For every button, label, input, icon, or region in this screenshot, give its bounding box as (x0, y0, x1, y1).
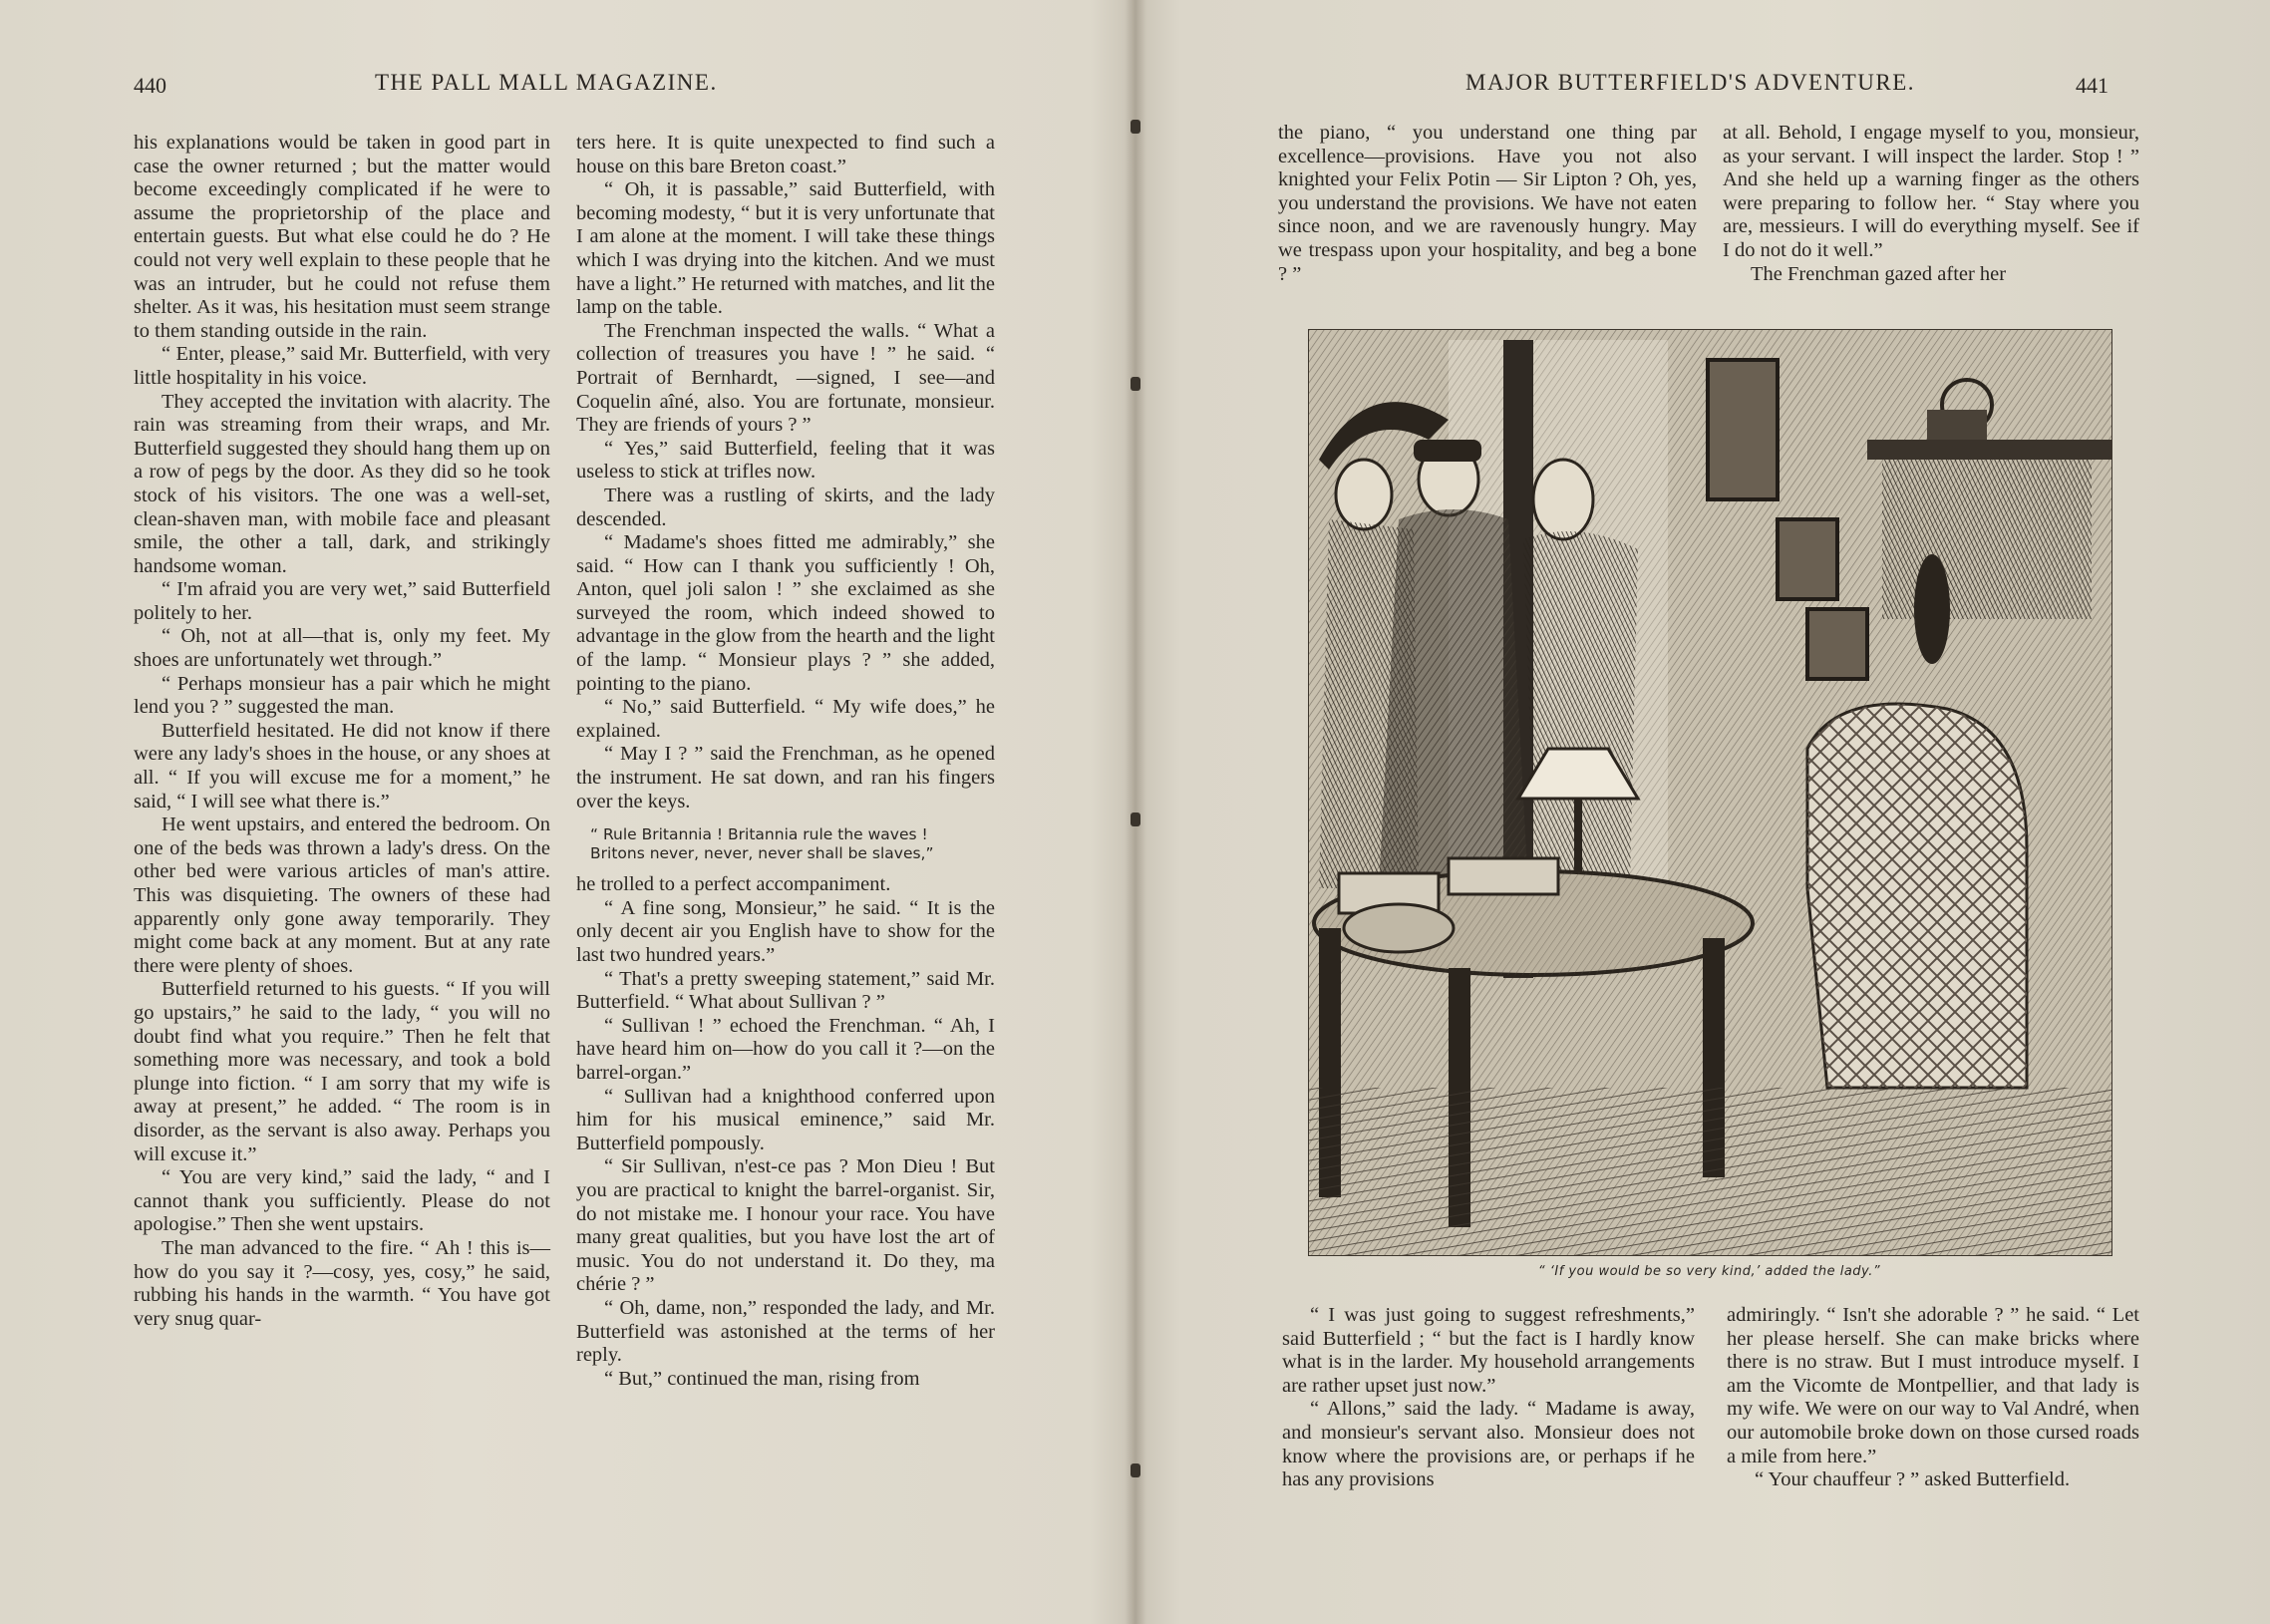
paragraph: the piano, “ you understand one thing par excellence—provisions. Have you not also knighted your Felix Potin — Sir Lipton ? Oh, yes, you understand the provisions. We have not eaten since noon, and we are ravenously hungry. May we trespass upon your hospitality, and beg a bone ? ” (1278, 122, 1697, 285)
paragraph: Butterfield returned to his guests. “ If you will go upstairs,” he said to the lady, “ you will no doubt find what you require.” Then he felt that something more was necessary, and took a bold plunge into fiction. “ I am sorry that my wife is away at present,” he added. “ The room is in disorder, as the servant is also away. Perhaps you will excuse it.” (134, 978, 550, 1165)
binding-stitch (1131, 1463, 1140, 1477)
paragraph: “ No,” said Butterfield. “ My wife does,” he explained. (576, 696, 995, 742)
text-column-2 (1723, 122, 2139, 286)
text-column-2 (576, 132, 995, 1391)
paragraph: The Frenchman gazed after her (1751, 262, 2007, 285)
paragraph: his explanations would be taken in good part in case the owner returned ; but the matter would become exceedingly complicated if he were to assume the proprietorship of the place and entertain guests. But what else could he do ? He could not very well explain to these people that he was an intruder, but he could not refuse them shelter. As it was, his hesitation must seem strange to them standing outside in the rain. (134, 132, 550, 342)
paragraph: “ Madame's shoes fitted me admirably,” she said. “ How can I thank you sufficiently ! Oh, Anton, quel joli salon ! ” she exclaimed as she surveyed the room, which indeed showed to advantage in the glow from the hearth and the light of the lamp. “ Monsieur plays ? ” she added, pointing to the piano. (576, 531, 995, 695)
verse-line: Britons never, never, never shall be slaves,” (590, 844, 934, 863)
verse-line: “ Rule Britannia ! Britannia rule the waves ! (590, 825, 928, 844)
paragraph: The man advanced to the fire. “ Ah ! this is—how do you say it ?—cosy, yes, cosy,” he said, rubbing his hands in the warmth. “ You have got very snug quar- (134, 1236, 550, 1330)
paragraph: “ Your chauffeur ? ” asked Butterfield. (1755, 1468, 2071, 1491)
binding-stitch (1131, 377, 1140, 391)
paragraph: “ That's a pretty sweeping statement,” said Mr. Butterfield. “ What about Sullivan ? ” (576, 967, 995, 1014)
paragraph: admiringly. “ Isn't she adorable ? ” he said. “ Let her please herself. She can make bricks where there is no straw. But I must introduce myself. I am the Vicomte de Montpellier, and that lady is my wife. We were on our way to Val André, when our automobile broke down on those cursed roads a mile from here.” (1727, 1304, 2139, 1467)
illustration-caption: “ ‘If you would be so very kind,’ added the lady.” (1537, 1264, 1881, 1279)
paragraph: ters here. It is quite unexpected to find such a house on this bare Breton coast.” (576, 132, 995, 177)
paragraph: “ Oh, not at all—that is, only my feet. My shoes are unfortunately wet through.” (134, 625, 550, 672)
page-number: 440 (134, 73, 166, 98)
paragraph: “ I'm afraid you are very wet,” said Butterfield politely to her. (134, 578, 550, 624)
paragraph: “ Oh, dame, non,” responded the lady, and Mr. Butterfield was astonished at the terms of her reply. (576, 1296, 995, 1367)
text-column-1 (1278, 122, 1697, 286)
verse-quote (590, 825, 995, 863)
paragraph: “ But,” continued the man, rising from (604, 1367, 920, 1390)
interior-scene-drawing (1309, 330, 2111, 1255)
illustration-engraving (1308, 329, 2112, 1256)
paragraph: “ I was just going to suggest refreshments,” said Butterfield ; “ but the fact is I hardly know what is in the larder. My household arrangements are rather upset just now.” (1282, 1304, 1695, 1397)
binding-stitch (1131, 120, 1140, 134)
paragraph: “ Sullivan ! ” echoed the Frenchman. “ Ah, I have heard him on—how do you call it ?—on the barrel-organ.” (576, 1014, 995, 1084)
paragraph: “ Sir Sullivan, n'est-ce pas ? Mon Dieu ! But you are practical to knight the barrel-organist. Sir, do not mistake me. I honour your race. You have many great qualities, but you have lost the art of music. You do not understand it. Do they, ma chérie ? ” (576, 1155, 995, 1296)
paragraph: “ Enter, please,” said Mr. Butterfield, with very little hospitality in his voice. (134, 343, 550, 389)
paragraph: “ Allons,” said the lady. “ Madame is away, and monsieur's servant also. Monsieur does not know where the provisions are, or perhaps if he has any provisions (1282, 1398, 1695, 1491)
paragraph: “ Oh, it is passable,” said Butterfield, with becoming modesty, “ but it is very unfortunate that I am alone at the moment. I will take these things which I was drying into the kitchen. And we must have a light.” He returned with matches, and lit the lamp on the table. (576, 178, 995, 319)
binding-stitch (1131, 812, 1140, 826)
paragraph: at all. Behold, I engage myself to you, monsieur, as your servant. I will inspect the larder. Stop ! ” And she held up a warning finger as the others were preparing to follow her. “ Stay where you are, messieurs. I will do everything myself. See if I do not do it well.” (1723, 122, 2139, 261)
paragraph: “ Sullivan had a knighthood conferred upon him for his musical eminence,” said Mr. Butterfield pompously. (576, 1085, 995, 1154)
paragraph: “ A fine song, Monsieur,” he said. “ It is the only decent air you English have to show for the last two hundred years.” (576, 896, 995, 966)
paragraph: They accepted the invitation with alacrity. The rain was streaming from their wraps, and Mr. Butterfield suggested they should hang them up on a row of pegs by the door. As they did so he took stock of his visitors. The one was a well-set, clean-shaven man, with mobile face and pleasant smile, the other a tall, dark, and strikingly handsome woman. (134, 390, 550, 577)
paragraph: “ Perhaps monsieur has a pair which he might lend you ? ” suggested the man. (134, 672, 550, 719)
paragraph: He went upstairs, and entered the bedroom. On one of the beds was thrown a lady's dress. On the other bed were various articles of man's attire. This was disquieting. The owners of these had apparently only gone away temporarily. They might come back at any moment. But at any rate there were plenty of shoes. (134, 813, 550, 977)
paragraph: There was a rustling of skirts, and the lady descended. (576, 484, 995, 530)
paragraph: “ Yes,” said Butterfield, feeling that it was useless to stick at trifles now. (576, 437, 995, 484)
text-column-1 (134, 132, 550, 1331)
paragraph: he trolled to a perfect accompaniment. (576, 873, 891, 896)
text-column-3 (1282, 1304, 1695, 1492)
left-page (0, 0, 1125, 1624)
running-head: THE PALL MALL MAGAZINE. (375, 70, 718, 95)
paragraph: Butterfield hesitated. He did not know if there were any lady's shoes in the house, or any shoes at all. “ If you will excuse me for a moment,” he said, “ I will see what there is.” (134, 719, 550, 812)
paragraph: “ You are very kind,” said the lady, “ and I cannot thank you sufficiently. Please do not apologise.” Then she went upstairs. (134, 1166, 550, 1236)
page-number: 441 (2076, 73, 2108, 98)
paragraph: The Frenchman inspected the walls. “ What a collection of treasures you have ! ” he said. “ Portrait of Bernhardt, —signed, I see—and Coquelin aîné, also. You are fortunate, monsieur. They are friends of yours ? ” (576, 319, 995, 437)
paragraph: “ May I ? ” said the Frenchman, as he opened the instrument. He sat down, and ran his fingers over the keys. (576, 743, 995, 812)
running-head: MAJOR BUTTERFIELD'S ADVENTURE. (1465, 70, 1916, 95)
text-column-4 (1727, 1304, 2139, 1492)
